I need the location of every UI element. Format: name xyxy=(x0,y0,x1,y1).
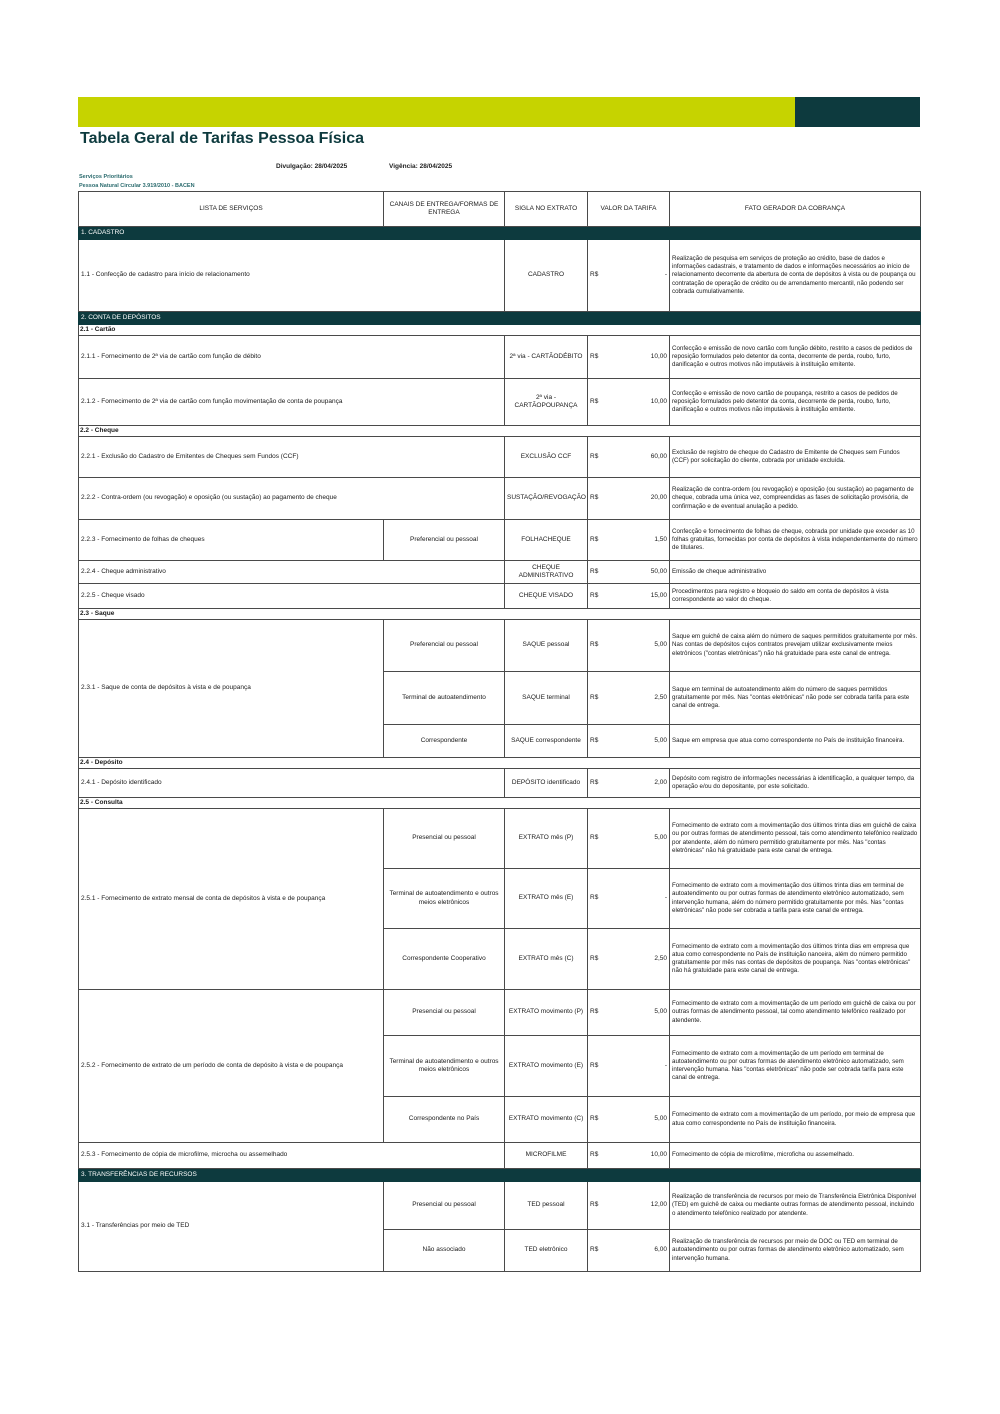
fato-cell: Realização de contra-ordem (ou revogação) e oposição (ou sustação) ao pagamento de cheque, cobrada uma única vez, compreendidas as fases de solicitação provisória, de confirmação e de eventual anulação a pedido. xyxy=(670,478,921,520)
valor-cell xyxy=(588,990,670,1036)
sigla-cell: EXTRATO movimento (C) xyxy=(505,1097,588,1143)
currency-label: R$ xyxy=(590,834,599,842)
valor-amount: - xyxy=(664,1061,667,1069)
sigla-cell: TED eletrônico xyxy=(505,1230,588,1272)
valor-amount: 5,00 xyxy=(654,641,667,649)
servico-cell: 2.5.2 - Fornecimento de extrato de um período de conta de depósito à vista e de poupança xyxy=(79,990,384,1143)
fato-cell: Fornecimento de extrato com a movimentação dos últimos trinta dias em empresa que atua como correspondente no País de instituição nanceira, além do número permitido gratuitamente por mês nas contas de depósitos de poupança. Nas "contas eletrônicas" não há gratuidade para este canal de entrega. xyxy=(670,929,921,990)
header-color-bar xyxy=(78,97,920,127)
sigla-cell: EXTRATO movimento (P) xyxy=(505,990,588,1036)
col-header-canais: CANAIS DE ENTREGA/FORMAS DE ENTREGA xyxy=(384,192,505,227)
col-header-fato: FATO GERADOR DA COBRANÇA xyxy=(670,192,921,227)
canal-cell: Preferencial ou pessoal xyxy=(384,620,505,672)
sigla-cell: MICROFILME xyxy=(505,1143,588,1169)
table-row xyxy=(79,769,921,798)
sigla-cell: EXCLUSÃO CCF xyxy=(505,437,588,478)
valor-cell xyxy=(588,336,670,379)
currency-label: R$ xyxy=(590,271,599,279)
valor-amount: 5,00 xyxy=(654,1115,667,1123)
canal-cell: Correspondente xyxy=(384,725,505,758)
sigla-cell: SAQUE pessoal xyxy=(505,620,588,672)
sigla-cell: CADASTRO xyxy=(505,240,588,312)
valor-amount: 2,50 xyxy=(654,693,667,701)
canal-cell: Presencial ou pessoal xyxy=(384,990,505,1036)
canal-cell: Correspondente no País xyxy=(384,1097,505,1143)
fato-cell: Realização de transferência de recursos por meio de DOC ou TED em terminal de autoatendimento ou por outras formas de atendimento eletrônico automatizado, sem intervenção humana. xyxy=(670,1230,921,1272)
section-row xyxy=(79,1169,921,1182)
valor-amount: 6,00 xyxy=(654,1246,667,1254)
section-cadastro: 1. CADASTRO xyxy=(79,227,921,240)
fato-cell: Exclusão de registro de cheque do Cadastro de Emitente de Cheques sem Fundos (CCF) por solicitação do cliente, cobrada por unidade excluída. xyxy=(670,437,921,478)
valor-amount: 10,00 xyxy=(650,397,667,405)
table-row xyxy=(79,336,921,379)
currency-label: R$ xyxy=(590,1201,599,1209)
fato-cell: Saque em empresa que atua como correspondente no País de instituição financeira. xyxy=(670,725,921,758)
sigla-cell: CHEQUE VISADO xyxy=(505,584,588,609)
subsection-row xyxy=(79,426,921,437)
valor-amount: 2,00 xyxy=(654,778,667,786)
section-conta: 2. CONTA DE DEPÓSITOS xyxy=(79,312,921,325)
valor-cell xyxy=(588,240,670,312)
canal-cell: Terminal de autoatendimento e outros meios eletrônicos xyxy=(384,869,505,929)
fato-cell: Saque em terminal de autoatendimento além do número de saques permitidos gratuitamente por mês. Nas "contas eletrônicas" não pode ser cobrada tarifa para este canal de entrega. xyxy=(670,672,921,725)
currency-label: R$ xyxy=(590,778,599,786)
valor-cell xyxy=(588,478,670,520)
canal-cell: Presencial ou pessoal xyxy=(384,809,505,869)
servico-cell: 2.3.1 - Saque de conta de depósitos à vista e de poupança xyxy=(79,620,384,758)
fato-cell: Confecção e emissão de novo cartão com função débito, restrito a casos de pedidos de reposição formulados pelo detentor da conta, decorrente de perda, roubo, furto, danificação e outros motivos não imputáveis à instituição emitente. xyxy=(670,336,921,379)
valor-amount: 5,00 xyxy=(654,834,667,842)
fato-cell: Depósito com registro de informações necessárias à identificação, a qualquer tempo, da operação e/ou do depositante, por este solicitado. xyxy=(670,769,921,798)
sigla-cell: CHEQUE ADMINISTRATIVO xyxy=(505,561,588,584)
valor-amount: 10,00 xyxy=(650,1151,667,1159)
table-row xyxy=(79,1182,921,1230)
valor-cell xyxy=(588,584,670,609)
table-row xyxy=(79,620,921,672)
sigla-cell: DEPÓSITO identificado xyxy=(505,769,588,798)
canal-cell: Correspondente Cooperativo xyxy=(384,929,505,990)
valor-amount: 5,00 xyxy=(654,1008,667,1016)
subtitle-servicos: Serviços Prioritários xyxy=(79,174,133,180)
currency-label: R$ xyxy=(590,954,599,962)
currency-label: R$ xyxy=(590,894,599,902)
table-row xyxy=(79,437,921,478)
valor-cell xyxy=(588,1097,670,1143)
valor-cell xyxy=(588,561,670,584)
table-row xyxy=(79,379,921,426)
canal-cell: Presencial ou pessoal xyxy=(384,1182,505,1230)
valor-cell xyxy=(588,869,670,929)
valor-amount: 1,50 xyxy=(654,535,667,543)
canal-cell: Terminal de autoatendimento e outros meios eletrônicos xyxy=(384,1036,505,1097)
fato-cell: Fornecimento de extrato com a movimentação dos últimos trinta dias em guichê de caixa ou por outras formas de atendimento pessoal, tais como atendimento telefônico realizado por atendente, além do número permitido gratuitamente por mês. Nas "contas eletrônicas" não há gratuidade para este canal de entrega. xyxy=(670,809,921,869)
valor-cell xyxy=(588,725,670,758)
fato-cell: Fornecimento de extrato com a movimentação dos últimos trinta dias em terminal de autoatendimento ou por outras formas de atendimento eletrônico automatizado, sem intervenção humana, além do número permitido gratuitamente por mês. Nas "contas eletrônicas" não pode ser cobrada a tarifa para este canal de entrega. xyxy=(670,869,921,929)
subsection-row xyxy=(79,609,921,620)
section-row xyxy=(79,312,921,325)
valor-cell xyxy=(588,520,670,561)
currency-label: R$ xyxy=(590,567,599,575)
fato-cell: Realização de transferência de recursos por meio de Transferência Eletrônica Disponível (TED) em guichê de caixa ou mediante outras formas de atendimento pessoal, incluindo o atendimento telefônico realizado por atendente. xyxy=(670,1182,921,1230)
sigla-cell: SUSTAÇÃO/REVOGAÇÃO xyxy=(505,478,588,520)
sigla-cell: TED pessoal xyxy=(505,1182,588,1230)
servico-cell: 2.1.2 - Fornecimento de 2ª via de cartão com função movimentação de conta de poupança xyxy=(79,379,505,426)
tariff-table xyxy=(78,191,921,1272)
currency-label: R$ xyxy=(590,1246,599,1254)
valor-cell xyxy=(588,1230,670,1272)
valor-amount: - xyxy=(664,271,667,279)
canal-cell: Preferencial ou pessoal xyxy=(384,520,505,561)
currency-label: R$ xyxy=(590,352,599,360)
servico-cell: 2.2.5 - Cheque visado xyxy=(79,584,505,609)
fato-cell: Confecção e emissão de novo cartão de poupança, restrito a casos de pedidos de reposição formulados pelo detentor da conta, decorrente de perda, roubo, furto, danificação e outros motivos não imputáveis à instituição emitente. xyxy=(670,379,921,426)
table-row xyxy=(79,584,921,609)
valor-cell xyxy=(588,1036,670,1097)
servico-cell: 2.1.1 - Fornecimento de 2ª via de cartão com função de débito xyxy=(79,336,505,379)
currency-label: R$ xyxy=(590,641,599,649)
sigla-cell: EXTRATO mês (P) xyxy=(505,809,588,869)
servico-cell: 2.4.1 - Depósito identificado xyxy=(79,769,505,798)
canal-cell: Não associado xyxy=(384,1230,505,1272)
currency-label: R$ xyxy=(590,1008,599,1016)
dates-line xyxy=(276,163,452,170)
valor-cell xyxy=(588,929,670,990)
valor-amount: 10,00 xyxy=(650,352,667,360)
servico-cell: 2.2.4 - Cheque administrativo xyxy=(79,561,505,584)
subsection-cheque: 2.2 - Cheque xyxy=(79,426,921,437)
valor-amount: 5,00 xyxy=(654,736,667,744)
valor-amount: 20,00 xyxy=(650,494,667,502)
fato-cell: Procedimentos para registro e bloqueio do saldo em conta de depósitos à vista correspondente ao valor do cheque. xyxy=(670,584,921,609)
currency-label: R$ xyxy=(590,397,599,405)
valor-cell xyxy=(588,437,670,478)
valor-cell xyxy=(588,1143,670,1169)
section-transferencias: 3. TRANSFERÊNCIAS DE RECURSOS xyxy=(79,1169,921,1182)
currency-label: R$ xyxy=(590,693,599,701)
header-bar-lime xyxy=(78,97,795,127)
servico-cell: 2.5.3 - Fornecimento de cópia de microfilme, microcha ou assemelhado xyxy=(79,1143,505,1169)
valor-cell xyxy=(588,769,670,798)
table-row xyxy=(79,240,921,312)
servico-cell: 2.2.1 - Exclusão do Cadastro de Emitentes de Cheques sem Fundos (CCF) xyxy=(79,437,505,478)
sigla-cell: SAQUE terminal xyxy=(505,672,588,725)
valor-cell xyxy=(588,1182,670,1230)
valor-cell xyxy=(588,809,670,869)
table-row xyxy=(79,561,921,584)
valor-cell xyxy=(588,620,670,672)
fato-cell: Saque em guichê de caixa além do número de saques permitidos gratuitamente por mês. Nas contas de depósitos cujos contratos prevejam utilizar exclusivamente meios eletrônicos ("contas eletrônicas") não há gratuidade para este canal de entrega. xyxy=(670,620,921,672)
sigla-cell: FOLHACHEQUE xyxy=(505,520,588,561)
page-title: Tabela Geral de Tarifas Pessoa Física xyxy=(80,130,364,147)
table-row xyxy=(79,1143,921,1169)
fato-cell: Fornecimento de extrato com a movimentação de um período, por meio de empresa que atua como correspondente no País de instituição financeira. xyxy=(670,1097,921,1143)
subsection-deposito: 2.4 - Depósito xyxy=(79,758,921,769)
currency-label: R$ xyxy=(590,1061,599,1069)
valor-cell xyxy=(588,379,670,426)
subsection-row xyxy=(79,758,921,769)
currency-label: R$ xyxy=(590,452,599,460)
fato-cell: Confecção e fornecimento de folhas de cheque, cobrada por unidade que exceder as 10 folhas gratuitas, fornecidas por conta de depósitos à vista independentemente do número de titulares. xyxy=(670,520,921,561)
valor-amount: - xyxy=(664,894,667,902)
servico-cell: 2.5.1 - Fornecimento de extrato mensal de conta de depósitos à vista e de poupança xyxy=(79,809,384,990)
table-row xyxy=(79,520,921,561)
servico-cell: 2.2.2 - Contra-ordem (ou revogação) e oposição (ou sustação) ao pagamento de cheque xyxy=(79,478,505,520)
currency-label: R$ xyxy=(590,494,599,502)
fato-cell: Fornecimento de extrato com a movimentação de um período em terminal de autoatendimento ou por outras formas de atendimento eletrônico automatizado, sem intervenção humana. Nas "contas eletrônicas" não pode ser cobrada tarifa para este canal de entrega. xyxy=(670,1036,921,1097)
table-row xyxy=(79,478,921,520)
currency-label: R$ xyxy=(590,736,599,744)
sigla-cell: EXTRATO mês (C) xyxy=(505,929,588,990)
section-row xyxy=(79,227,921,240)
subsection-saque: 2.3 - Saque xyxy=(79,609,921,620)
currency-label: R$ xyxy=(590,1151,599,1159)
valor-amount: 15,00 xyxy=(650,591,667,599)
sigla-cell: SAQUE correspondente xyxy=(505,725,588,758)
sigla-cell: EXTRATO movimento (E) xyxy=(505,1036,588,1097)
servico-cell: 2.2.3 - Fornecimento de folhas de cheques xyxy=(79,520,384,561)
header-bar-dark xyxy=(795,97,920,127)
valor-amount: 12,00 xyxy=(650,1201,667,1209)
vigencia-date: Vigência: 28/04/2025 xyxy=(389,163,453,170)
servico-cell: 3.1 - Transferências por meio de TED xyxy=(79,1182,384,1272)
currency-label: R$ xyxy=(590,535,599,543)
currency-label: R$ xyxy=(590,1115,599,1123)
sigla-cell: 2ª via - CARTÃOPOUPANÇA xyxy=(505,379,588,426)
valor-amount: 2,50 xyxy=(654,954,667,962)
table-row xyxy=(79,990,921,1036)
valor-amount: 60,00 xyxy=(650,452,667,460)
subtitle-circular: Pessoa Natural Circular 3.919/2010 - BACEN xyxy=(79,183,195,189)
table-row xyxy=(79,809,921,869)
col-header-valor: VALOR DA TARIFA xyxy=(588,192,670,227)
servico-cell: 1.1 - Confecção de cadastro para início de relacionamento xyxy=(79,240,505,312)
subsection-cartao: 2.1 - Cartão xyxy=(79,325,921,336)
fato-cell: Realização de pesquisa em serviços de proteção ao crédito, base de dados e informações cadastrais, e tratamento de dados e informações necessários ao início de relacionamento decorrente da abertura de conta de depósitos à vista ou de poupança ou contratação de operação de crédito ou de arrendamento mercantil, não podendo ser cobrada cumulativamente. xyxy=(670,240,921,312)
subsection-row xyxy=(79,798,921,809)
valor-amount: 50,00 xyxy=(650,567,667,575)
table-header-row xyxy=(79,192,921,227)
col-header-lista: LISTA DE SERVIÇOS xyxy=(79,192,384,227)
valor-cell xyxy=(588,672,670,725)
fato-cell: Emissão de cheque administrativo xyxy=(670,561,921,584)
fato-cell: Fornecimento de cópia de microfilme, microficha ou assemelhado. xyxy=(670,1143,921,1169)
sigla-cell: EXTRATO mês (E) xyxy=(505,869,588,929)
fato-cell: Fornecimento de extrato com a movimentação de um período em guichê de caixa ou por outras formas de atendimento pessoal, tal como atendimento telefônico realizado por atendente. xyxy=(670,990,921,1036)
subsection-row xyxy=(79,325,921,336)
sigla-cell: 2ª via - CARTÃODÉBITO xyxy=(505,336,588,379)
divulgacao-date: Divulgação: 28/04/2025 xyxy=(276,163,348,170)
currency-label: R$ xyxy=(590,591,599,599)
col-header-sigla: SIGLA NO EXTRATO xyxy=(505,192,588,227)
subsection-consulta: 2.5 - Consulta xyxy=(79,798,921,809)
canal-cell: Terminal de autoatendimento xyxy=(384,672,505,725)
